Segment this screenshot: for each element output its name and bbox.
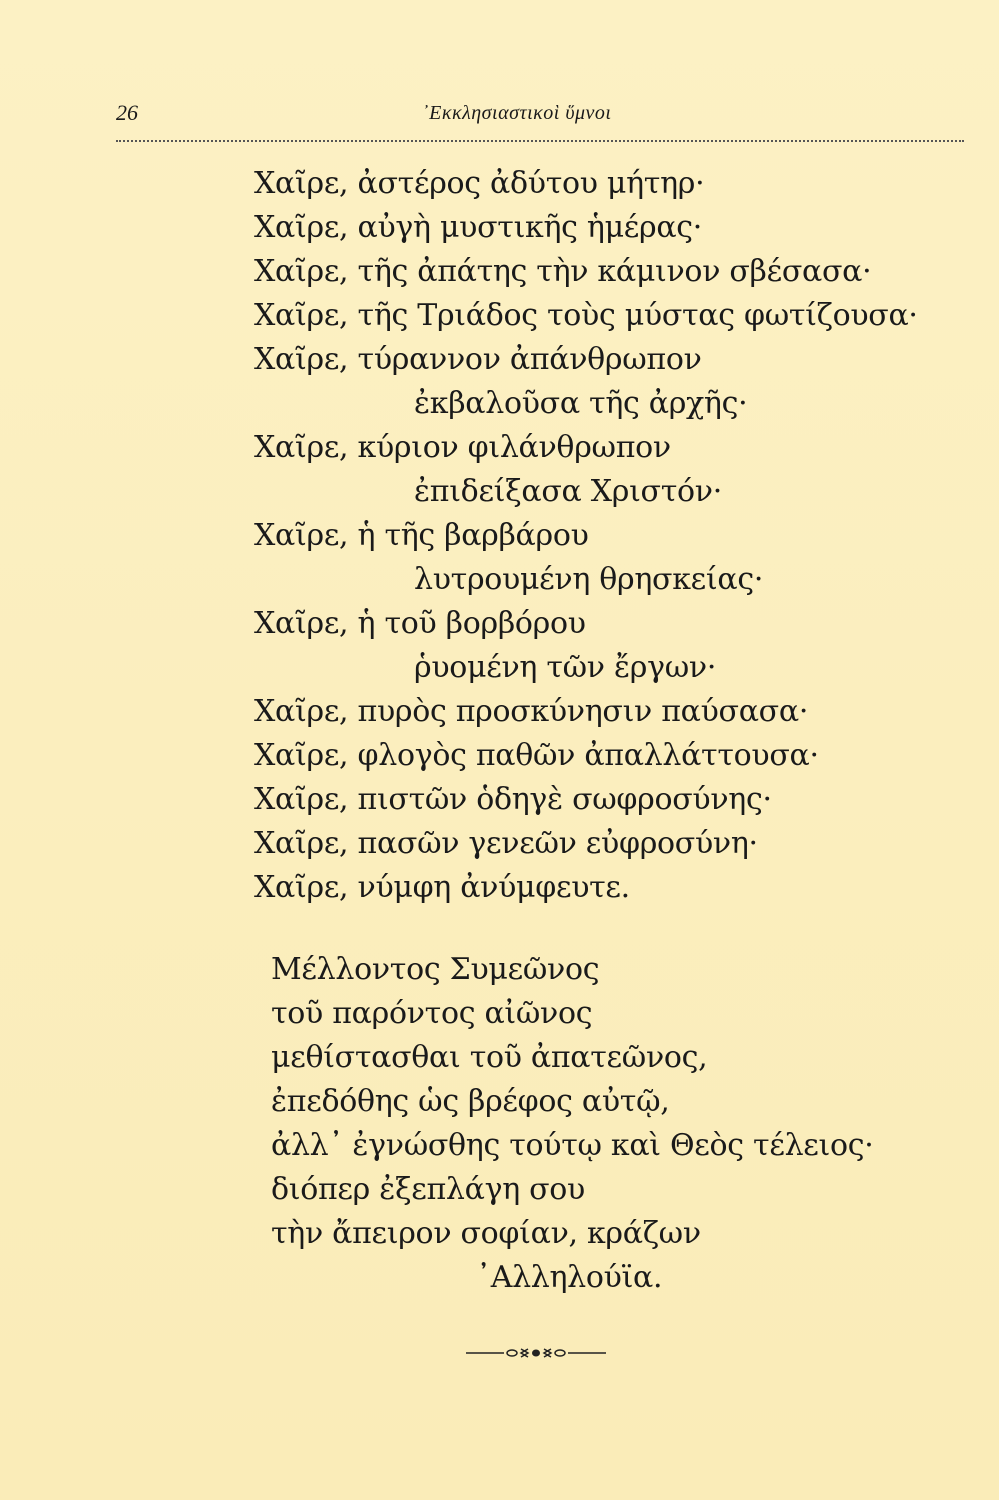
verse-line-indented: ἐκβαλοῦσα τῆς ἀρχῆς·	[414, 386, 748, 421]
header-divider	[116, 140, 964, 142]
verse-line: μεθίστασθαι τοῦ ἀπατεῶνος,	[271, 1040, 708, 1075]
verse-line-indented: λυτρουμένη θρησκείας·	[414, 562, 764, 597]
verse-line: διόπερ ἐξεπλάγη σου	[271, 1172, 585, 1207]
verse-line: Χαῖρε, νύμφη ἀνύμφευτε.	[254, 870, 630, 905]
tailpiece-ornament-icon	[466, 1345, 606, 1361]
verse-line: Χαῖρε, αὐγὴ μυστικῆς ἡμέρας·	[254, 210, 703, 245]
verse-line: Χαῖρε, πυρὸς προσκύνησιν παύσασα·	[254, 694, 809, 729]
verse-line: τὴν ἄπειρον σοφίαν, κράζων	[271, 1216, 701, 1251]
verse-line: Χαῖρε, φλογὸς παθῶν ἀπαλλάττουσα·	[254, 738, 819, 773]
running-title: ᾿Εκκλησιαστικοὶ ὕμνοι	[422, 102, 612, 124]
verse-line: Χαῖρε, τῆς ἀπάτης τὴν κάμινον σβέσασα·	[254, 254, 872, 289]
verse-line: ἐπεδόθης ὡς βρέφος αὐτῷ,	[271, 1084, 670, 1119]
verse-line: Χαῖρε, ἀστέρος ἀδύτου μήτηρ·	[254, 166, 705, 201]
verse-line: Μέλλοντος Συμεῶνος	[271, 952, 600, 987]
verse-line: Χαῖρε, τύραννον ἀπάνθρωπον	[254, 342, 702, 377]
verse-line: Χαῖρε, ἡ τῆς βαρβάρου	[254, 518, 589, 553]
page-header	[116, 100, 964, 134]
verse-line: Χαῖρε, πιστῶν ὁδηγὲ σωφροσύνης·	[254, 782, 772, 817]
hymn-stanza-1	[254, 162, 974, 910]
page-number: 26	[116, 100, 138, 125]
verse-line: Χαῖρε, ἡ τοῦ βορβόρου	[254, 606, 586, 641]
verse-line: Χαῖρε, τῆς Τριάδος τοὺς μύστας φωτίζουσα·	[254, 298, 918, 333]
hymn-stanza-2	[271, 948, 971, 1300]
verse-line: ἀλλ᾿ ἐγνώσθης τούτῳ καὶ Θεὸς τέλειος·	[271, 1128, 874, 1163]
verse-line-indented: ᾿Αλληλούϊα.	[476, 1260, 663, 1295]
verse-line: Χαῖρε, κύριον φιλάνθρωπον	[254, 430, 671, 465]
verse-line-indented: ῥυομένη τῶν ἔργων·	[414, 650, 717, 685]
verse-line-indented: ἐπιδείξασα Χριστόν·	[414, 474, 722, 509]
verse-line: Χαῖρε, πασῶν γενεῶν εὐφροσύνη·	[254, 826, 758, 861]
verse-line: τοῦ παρόντος αἰῶνος	[271, 996, 593, 1031]
